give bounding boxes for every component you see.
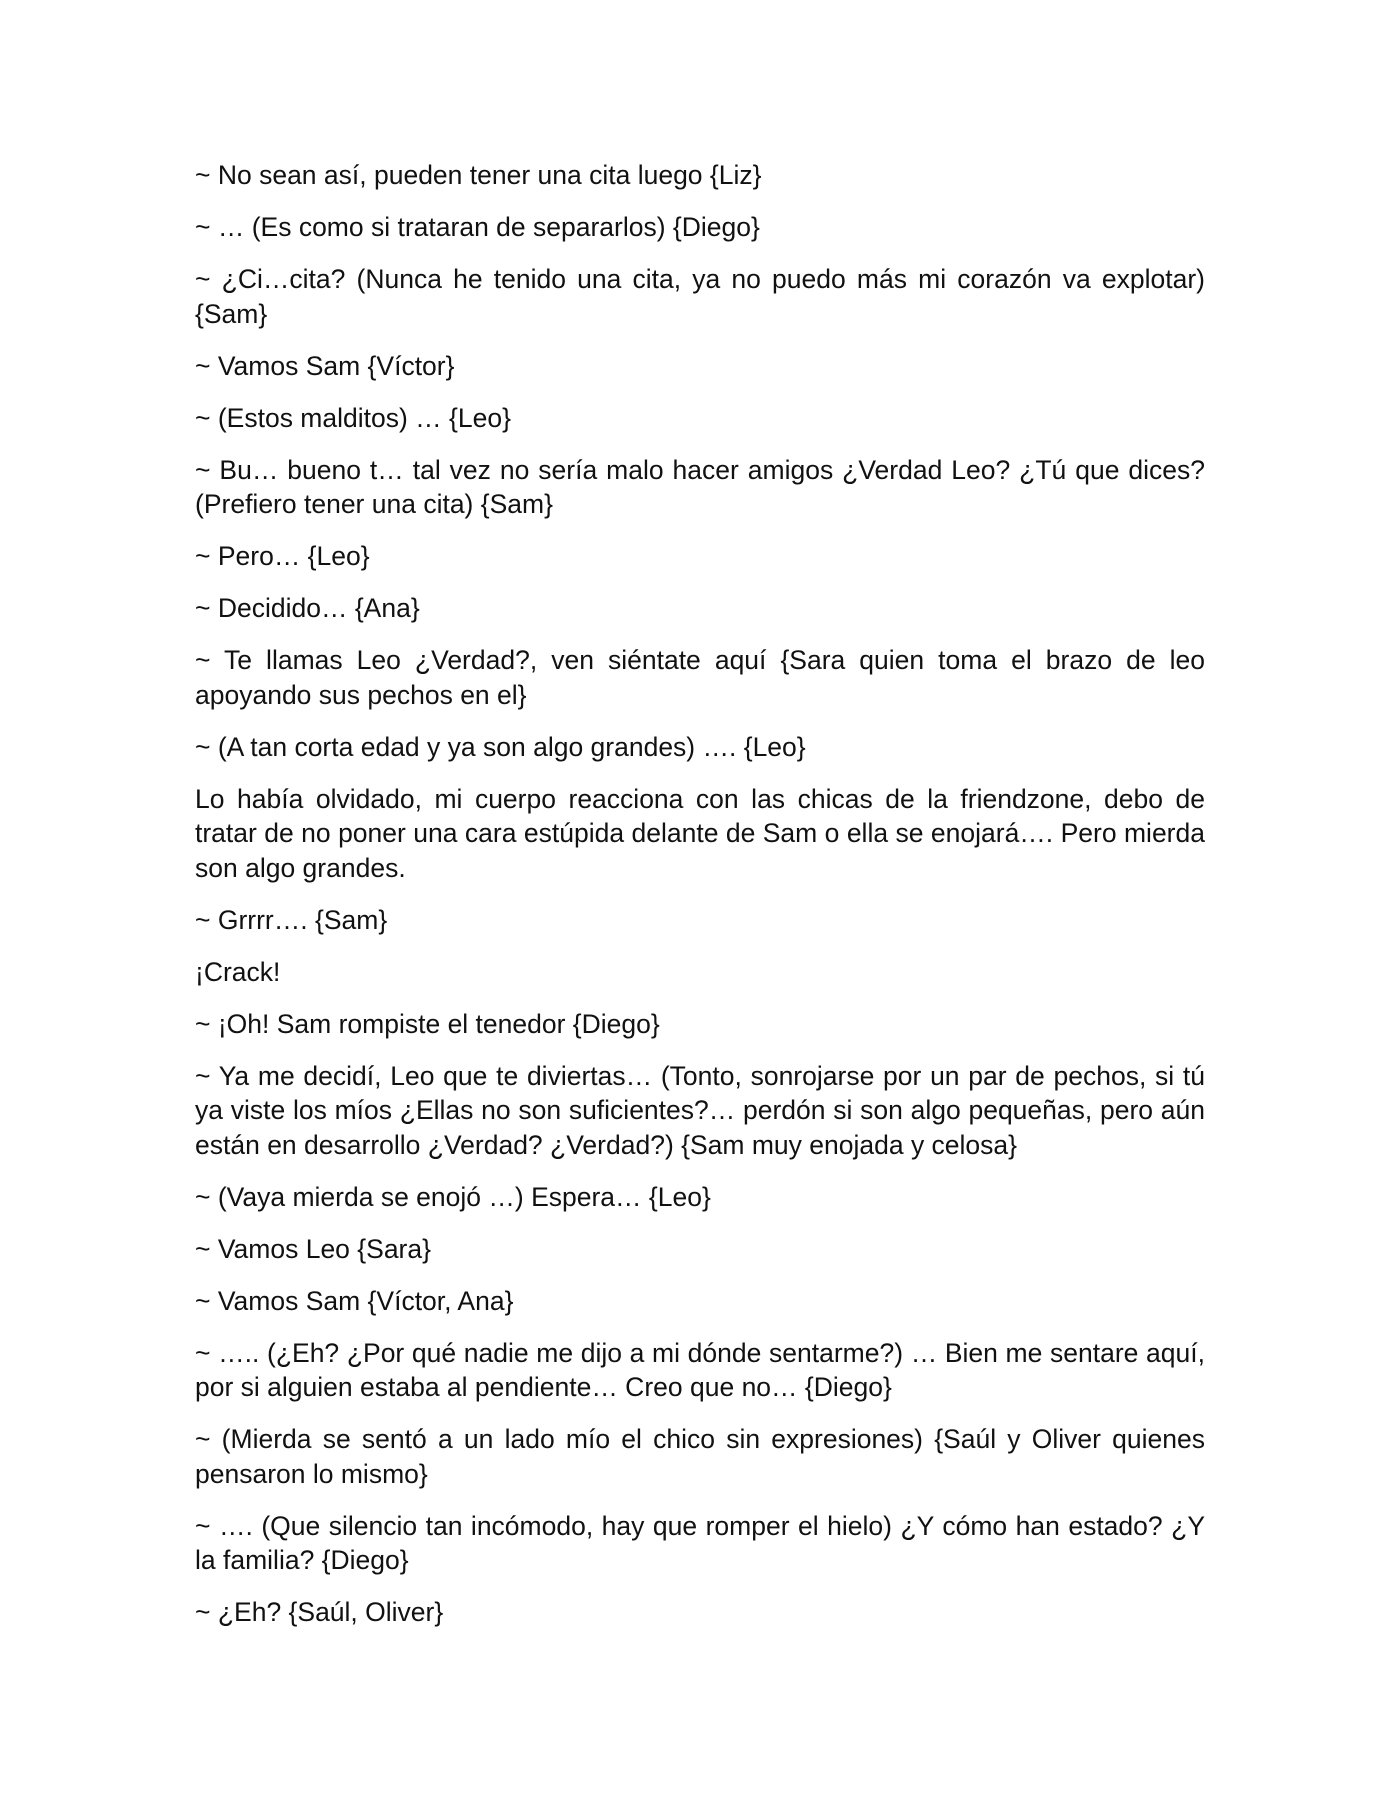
- dialogue-line: ~ (Mierda se sentó a un lado mío el chico sin expresiones) {Saúl y Oliver quienes pensaron lo mismo}: [195, 1424, 1205, 1489]
- dialogue-line: ~ Pero… {Leo}: [195, 541, 370, 571]
- dialogue-line: ~ No sean así, pueden tener una cita luego {Liz}: [195, 160, 762, 190]
- dialogue-line: ~ … (Es como si trataran de separarlos) {Diego}: [195, 212, 760, 242]
- narration-paragraph: Lo había olvidado, mi cuerpo reacciona con las chicas de la friendzone, debo de tratar de no poner una cara estúpida delante de Sam o ella se enojará…. Pero mierda son algo grandes.: [195, 783, 1205, 883]
- dialogue-line: ~ ¡Oh! Sam rompiste el tenedor {Diego}: [195, 1008, 660, 1039]
- dialogue-line: ~ (Estos malditos) … {Leo}: [195, 402, 511, 433]
- dialogue-line: ~ Te llamas Leo ¿Verdad?, ven siéntate aquí {Sara quien toma el brazo de leo apoyando sus pechos en el}: [195, 645, 1205, 710]
- dialogue-line: ~ (A tan corta edad y ya son algo grandes) …. {Leo}: [195, 731, 806, 762]
- dialogue-line: ~ Bu… bueno t… tal vez no sería malo hacer amigos ¿Verdad Leo? ¿Tú que dices? (Prefiero tener una cita) {Sam}: [195, 454, 1205, 519]
- dialogue-line: ~ Decidido… {Ana}: [195, 593, 420, 623]
- dialogue-line: ~ …. (Que silencio tan incómodo, hay que romper el hielo) ¿Y cómo han estado? ¿Y la familia? {Diego}: [195, 1510, 1205, 1575]
- dialogue-line: ~ Vamos Sam {Víctor, Ana}: [195, 1285, 514, 1316]
- dialogue-line: ~ Vamos Leo {Sara}: [195, 1233, 431, 1264]
- dialogue-line: ~ (Vaya mierda se enojó …) Espera… {Leo}: [195, 1181, 711, 1212]
- body-text: [195, 158, 1205, 1647]
- dialogue-line: ~ Ya me decidí, Leo que te diviertas… (Tonto, sonrojarse por un par de pechos, si tú ya viste los míos ¿Ellas no son suficientes?… perdón si son algo pequeñas, pero aún están en desarrollo ¿Verdad? ¿Verdad?) {Sam muy enojada y celosa}: [195, 1060, 1205, 1160]
- dialogue-line: ~ Vamos Sam {Víctor}: [195, 350, 455, 381]
- dialogue-line: ~ ¿Ci…cita? (Nunca he tenido una cita, ya no puedo más mi corazón va explotar) {Sam}: [195, 264, 1205, 329]
- dialogue-line: ~ ¿Eh? {Saúl, Oliver}: [195, 1597, 444, 1627]
- sound-effect-line: ¡Crack!: [195, 956, 281, 987]
- dialogue-line: ~ ….. (¿Eh? ¿Por qué nadie me dijo a mi dónde sentarme?) … Bien me sentare aquí, por si alguien estaba al pendiente… Creo que no… {Diego}: [195, 1337, 1205, 1402]
- dialogue-line: ~ Grrrr…. {Sam}: [195, 904, 388, 935]
